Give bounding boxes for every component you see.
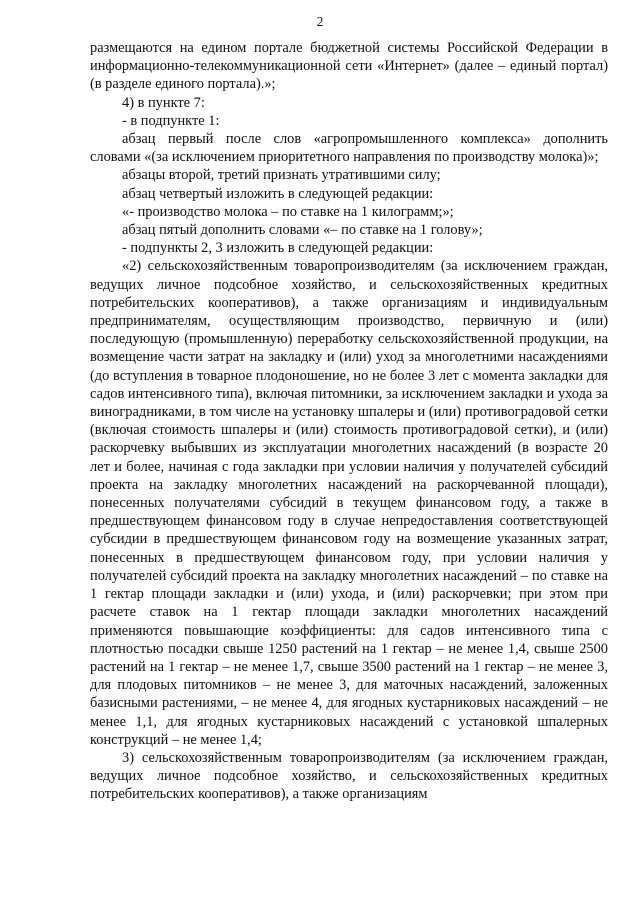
paragraph-abzac-1: абзац первый после слов «агропромышленного комплекса» дополнить словами «(за исключением приоритетного направления по производству молока)»; xyxy=(90,131,608,166)
paragraph-subitem-3-text: 3) сельскохозяйственным товаропроизводителям (за исключением граждан, ведущих личное подсобное хозяйство, и сельскохозяйственных кредитных потребительских кооперативов), а также организациям xyxy=(90,749,608,803)
paragraph-milk: «- производство молока – по ставке на 1 килограмм;»; xyxy=(122,203,454,220)
page-number: 2 xyxy=(316,14,324,29)
paragraph-subitems-2-3: - подпункты 2, 3 изложить в следующей редакции: xyxy=(122,240,434,257)
paragraph-subitem-1: - в подпункте 1: xyxy=(122,112,220,129)
paragraph-subitem-2-text: «2) сельскохозяйственным товаропроизводителям (за исключением граждан, ведущих личное подсобное хозяйство, и сельскохозяйственных кредитных потребительских кооперативов), а также организациям и индивидуальным предпринимателям, осуществляющим производство, первичную и (или) последующую (промышленную) переработку сельскохозяйственной продукции, на возмещение части затрат на закладку и (или) уход за многолетними насаждениями (до вступления в товарное плодоношение, но не более 3 лет с момента закладки для садов интенсивного типа), включая питомники, за исключением закладки и ухода за виноградниками, в том числе на установку шпалеры и (или) противоградовой сетки (включая стоимость шпалеры и (или) стоимость противоградовой сетки), и (или) раскорчевку выбывших из эксплуатации многолетних насаждений (в возрасте 20 лет и более, начиная с года закладки при условии наличия у получателей субсидий проекта на закладку многолетних насаждений на раскорчеванной площади), понесенных получателями субсидий в текущем финансовом году, а также в предшествующем финансовом году в случае непредоставления соответствующей субсидии в предшествующем финансовом году на возмещение указанных затрат, понесенных в предшествующем финансовом году, при условии наличия у получателей субсидий проекта на закладку многолетних насаждений – по ставке на 1 гектар площади закладки и (или) ухода, и (или) раскорчевки; при этом при расчете ставок на 1 гектар площади закладки многолетних насаждений применяются повышающие коэффициенты: для садов интенсивного типа с плотностью посадки свыше 1250 растений на 1 гектар – не менее 1,4, свыше 2500 растений на 1 гектар – не менее 1,7, свыше 3500 растений на 1 гектар – не менее 3, для плодовых питомников – не менее 3, для маточных насаждений, заложенных базисными растениями, – не менее 4, для ягодных кустарниковых насаждений – не менее 1,1, для ягодных кустарниковых насаждений с установкой шпалерных конструкций – не менее 1,4; xyxy=(90,258,608,748)
paragraph-item-4: 4) в пункте 7: xyxy=(122,94,205,111)
document-body xyxy=(90,39,608,804)
paragraph-portal: размещаются на едином портале бюджетной системы Российской Федерации в информационно-телекоммуникационной сети «Интернет» (далее – единый портал) (в разделе единого портала).»; xyxy=(90,40,608,93)
paragraph-abzac-4: абзац четвертый изложить в следующей редакции: xyxy=(122,185,434,202)
paragraph-abzac-2-3: абзацы второй, третий признать утратившими силу; xyxy=(122,167,441,184)
paragraph-abzac-5: абзац пятый дополнить словами «– по ставке на 1 голову»; xyxy=(122,222,483,239)
